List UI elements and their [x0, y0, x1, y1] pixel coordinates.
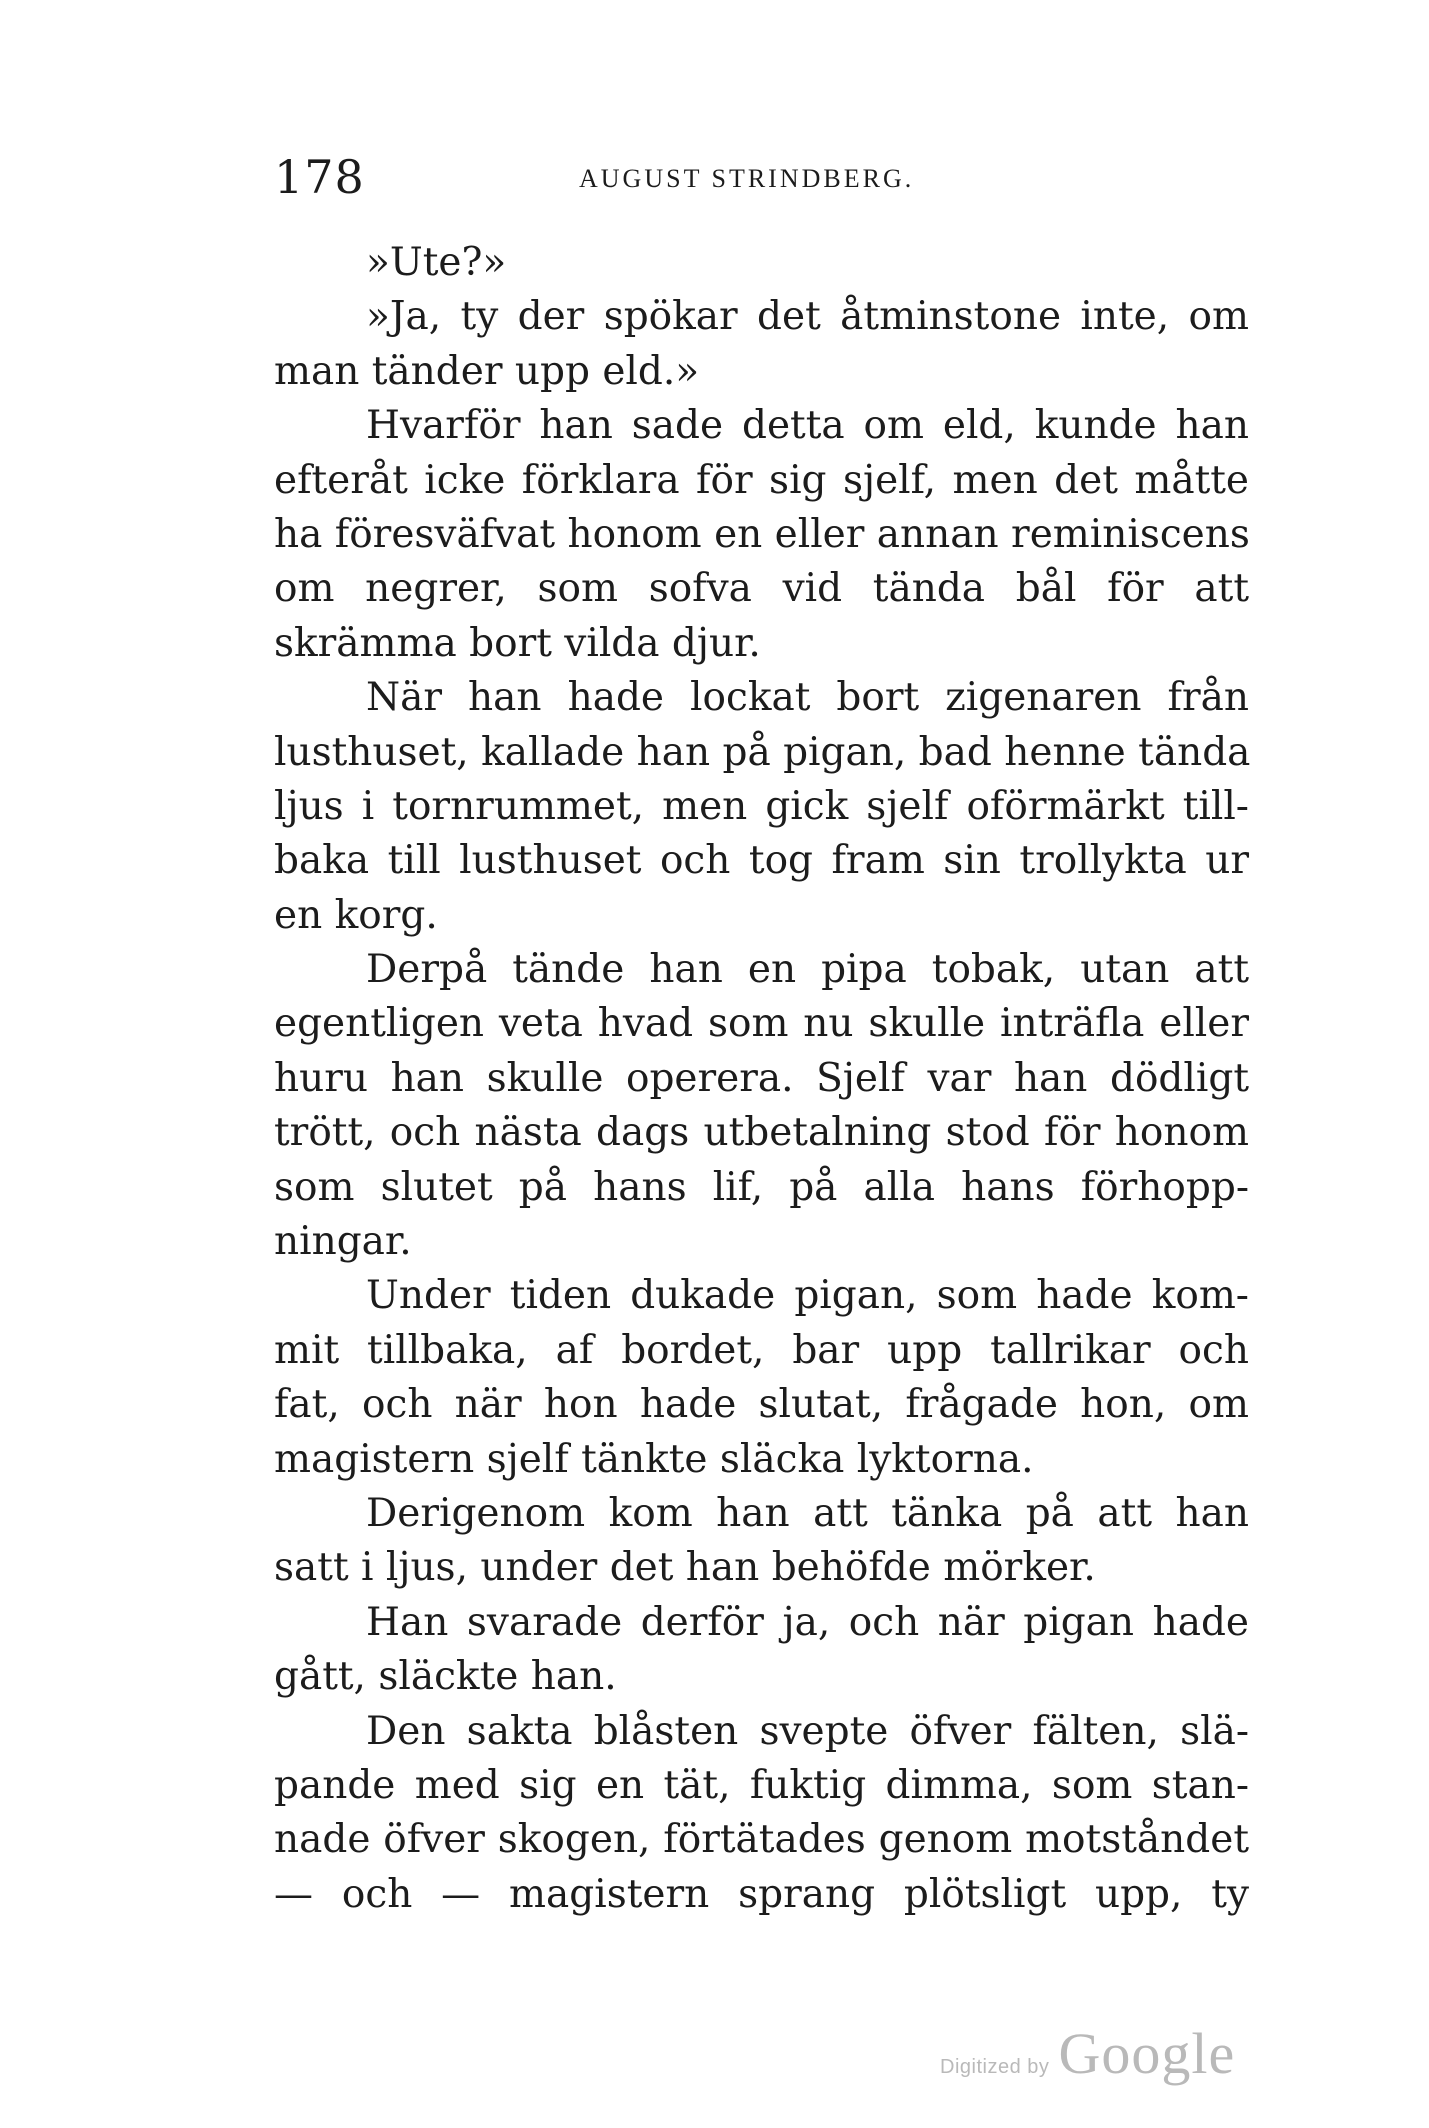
google-logo: Google — [1058, 2021, 1236, 2086]
text-line: som slutet på hans lif, på alla hans förhopp- — [274, 1164, 1249, 1210]
text-line: magistern sjelf tänkte släcka lyktorna. — [274, 1436, 1034, 1482]
text-line: Hvarför han sade detta om eld, kunde han — [366, 403, 1249, 449]
text-line: huru han skulle operera. Sjelf var han dödligt — [274, 1055, 1249, 1101]
text-line: Under tiden dukade pigan, som hade kom- — [366, 1273, 1249, 1319]
text-line: satt i ljus, under det han behöfde mörker. — [274, 1545, 1096, 1591]
text-line: Derpå tände han en pipa tobak, utan att — [366, 947, 1249, 993]
text-line: ningar. — [274, 1219, 412, 1265]
text-line: trött, och nästa dags utbetalning stod för honom — [274, 1110, 1249, 1156]
text-line: egentligen veta hvad som nu skulle inträfla eller — [274, 1001, 1249, 1047]
text-line: »Ja, ty der spökar det åtminstone inte, om — [366, 294, 1249, 340]
text-line: ljus i tornrummet, men gick sjelf oförmärkt till- — [274, 783, 1249, 829]
text-line: När han hade lockat bort zigenaren från — [366, 675, 1249, 721]
page-header — [274, 150, 1249, 220]
text-line: mit tillbaka, af bordet, bar upp tallrikar och — [274, 1327, 1249, 1373]
text-line: »Ute?» — [366, 240, 507, 285]
running-head: AUGUST STRINDBERG. — [579, 164, 915, 193]
text-line: — och — magistern sprang plötsligt upp, ty — [274, 1871, 1249, 1917]
text-line: efteråt icke förklara för sig sjelf, men det måtte — [274, 457, 1249, 503]
text-line: pande med sig en tät, fuktig dimma, som stan- — [274, 1762, 1249, 1808]
text-line: skrämma bort vilda djur. — [274, 620, 761, 666]
page-number: 178 — [274, 150, 365, 204]
text-line: lusthuset, kallade han på pigan, bad henne tända — [274, 729, 1251, 775]
body-text — [274, 236, 1249, 1922]
text-line: fat, och när hon hade slutat, frågade hon, om — [274, 1382, 1249, 1428]
digitized-by-watermark — [940, 2020, 1235, 2087]
text-line: man tänder upp eld.» — [274, 348, 700, 394]
text-line: en korg. — [274, 892, 438, 938]
text-line: om negrer, som sofva vid tända bål för att — [274, 566, 1249, 612]
text-line: Han svarade derför ja, och när pigan hade — [366, 1599, 1249, 1645]
watermark-prefix: Digitized by — [940, 2056, 1050, 2078]
text-line: baka till lusthuset och tog fram sin trollykta ur — [274, 838, 1249, 884]
text-line: ha föresväfvat honom en eller annan reminiscens — [274, 511, 1250, 557]
text-line: Den sakta blåsten svepte öfver fälten, slä- — [366, 1708, 1249, 1754]
text-line: nade öfver skogen, förtätades genom motståndet — [274, 1817, 1249, 1863]
text-line: Derigenom kom han att tänka på att han — [366, 1490, 1249, 1536]
text-line: gått, släckte han. — [274, 1654, 617, 1700]
